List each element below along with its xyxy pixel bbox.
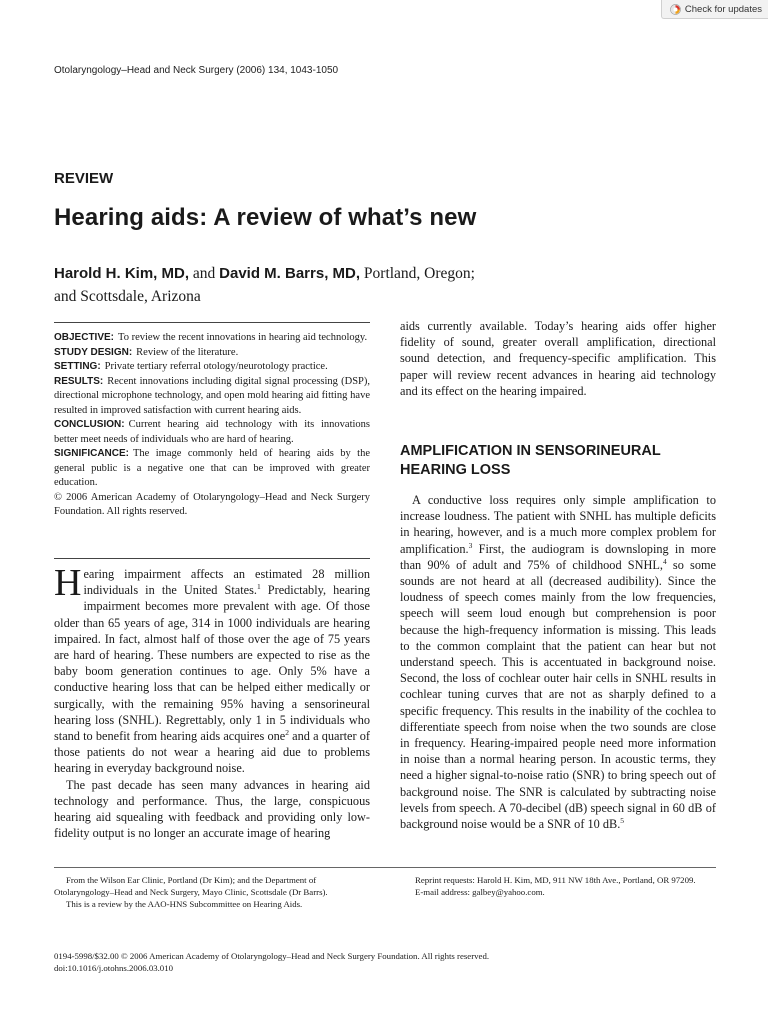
author-conjunction: and [189, 265, 220, 282]
body-text: and a quarter of those patients do not wear a hearing aid due to problems hearing in everyday background noise. [54, 729, 370, 776]
check-for-updates-icon [670, 4, 681, 15]
footer-doi[interactable]: doi:10.1016/j.otohns.2006.03.010 [54, 963, 174, 973]
abstract-label: CONCLUSION: [54, 419, 125, 430]
abstract-objective [54, 331, 370, 346]
abstract-bottom-rule [54, 558, 370, 559]
abstract-label: SETTING: [54, 361, 101, 372]
abstract-text: Recent innovations including digital signal processing (DSP), directional microphone technology, and open mold hearing aid fitting have resulted in improved satisfaction with current hearing aids. [54, 375, 370, 416]
check-for-updates-button[interactable] [661, 0, 768, 19]
footnote-email[interactable]: E-mail address: galbey@yahoo.com. [415, 887, 545, 897]
reference-link[interactable]: 3 [468, 540, 473, 550]
author-line [54, 262, 714, 308]
abstract-label: SIGNIFICANCE: [54, 448, 129, 459]
body-paragraph [400, 492, 716, 832]
section-heading: AMPLIFICATION IN SENSORINEURAL HEARING LOSS [400, 443, 661, 478]
footnotes-left [54, 874, 370, 910]
abstract [54, 331, 370, 520]
body-text: so some sounds are not heard at all (decreased audibility). Since the loudness of speech comes mainly from the low frequencies, speech will seem loud enough but comprehension is poor because the high-frequency information is missing. This leads to the common complaint that the patient can hear but not understand speech. This is accentuated in background noise. Second, the loss of cochlear outer hair cells in SNHL results in cochlear tuning curves that are not as sharply defined to a specific frequency. This results in the inability of the cochlea to differentiate speech from noise when the two sounds are close in frequency. Hearing-impaired people need more information in noise than a normal hearing person. In acoustic terms, they need a higher signal-to-noise ratio (SNR) to bring speech out of background noise. The SNR is calculated by subtracting noise levels from speech. A 70-decibel (dB) speech signal in 60 dB of background noise would be a SNR of 10 dB. [400, 557, 716, 832]
reference-link[interactable]: 2 [285, 727, 289, 737]
journal-citation: Otolaryngology–Head and Neck Surgery (2006) 134, 1043-1050 [54, 65, 339, 76]
abstract-label: OBJECTIVE: [54, 332, 115, 343]
abstract-text: Current hearing aid technology with its innovations better meet needs of individuals who are hard of hearing. [54, 419, 370, 445]
body-text: Predictably, hearing impairment becomes more prevalent with age. Of those older than 65 years of age, 314 in 1000 individuals are hearing impaired. In fact, almost half of those over the age of 75 years are hard of hearing. These numbers are expected to rise as the baby boom generation continues to age. Only 5% have a conductive hearing loss that can be helped either medically or surgically, with the remaining 95% having a sensorineural hearing loss (SNHL). Regrettably, only 1 in 5 individuals who stand to benefit from hearing aids acquires one [54, 583, 370, 744]
abstract-study-design [54, 346, 370, 361]
body-text: A conductive loss requires only simple amplification to increase loudness. The patient with SNHL has multiple deficits in hearing, however, and is a much more complex problem for amplification. [400, 493, 716, 556]
footnote: From the Wilson Ear Clinic, Portland (Dr Kim); and the Department of Otolaryngology–Head and Neck Surgery, Mayo Clinic, Scottsdale (Dr Barrs). [54, 875, 328, 897]
abstract-setting [54, 360, 370, 375]
reference-link[interactable]: 1 [256, 582, 261, 592]
section-label: REVIEW [54, 170, 114, 187]
reference-link[interactable]: 4 [662, 556, 667, 566]
author-name: Harold H. Kim, MD, [54, 265, 190, 282]
body-column-left [54, 562, 370, 841]
article-title: Hearing aids: A review of what’s new [54, 204, 477, 231]
abstract-results [54, 375, 370, 419]
abstract-top-rule [54, 322, 370, 323]
footnotes-right [400, 874, 716, 898]
author-name: David M. Barrs, MD, [219, 265, 361, 282]
abstract-text: The image commonly held of hearing aids by the general public is a negative one that can be improved with greater education. [54, 448, 370, 488]
body-paragraph: The past decade has seen many advances in hearing aid technology and performance. Thus, the large, conspicuous hearing aid squealing with feedback and providing only low-fidelity output is no longer an accurate image of hearing [54, 777, 370, 841]
author-location: and Scottsdale, Arizona [54, 288, 201, 305]
body-paragraph [54, 562, 370, 777]
abstract-label: RESULTS: [54, 375, 104, 387]
footer-copyright: 0194-5998/$32.00 © 2006 American Academy of Otolaryngology–Head and Neck Surgery Foundation. All rights reserved. [54, 951, 490, 961]
abstract-text: Review of the literature. [136, 346, 239, 358]
drop-cap: H [54, 562, 82, 604]
author-location: Portland, Oregon; [360, 265, 475, 282]
page-footer [54, 950, 716, 974]
abstract-text: To review the recent innovations in hearing aid technology. [118, 332, 368, 343]
abstract-significance [54, 447, 370, 491]
abstract-text: Private tertiary referral otology/neurotology practice. [104, 361, 328, 372]
check-for-updates-label: Check for updates [684, 3, 762, 15]
body-text: earing impairment affects an estimated 28 million individuals in the United States. [83, 567, 370, 598]
footnote-reprint: Reprint requests: Harold H. Kim, MD, 911 NW 18th Ave., Portland, OR 97209. [415, 875, 696, 885]
abstract-copyright: © 2006 American Academy of Otolaryngology–Head and Neck Surgery Foundation. All rights reserved. [54, 491, 370, 517]
body-column-right [400, 492, 716, 832]
body-column-right-intro [400, 318, 716, 399]
abstract-label: STUDY DESIGN: [54, 346, 133, 358]
body-paragraph: aids currently available. Today’s hearing aids offer higher fidelity of sound, greater overall amplification, directional sound detection, and frequency-specific amplification. This paper will review recent advances in hearing aid technology and its effect on the hearing impaired. [400, 319, 716, 398]
body-text: First, the audiogram is downsloping in more than 90% of adult and 75% of childhood SNHL, [400, 541, 716, 572]
footnote: This is a review by the AAO-HNS Subcommittee on Hearing Aids. [66, 899, 303, 909]
footnote-rule [54, 867, 716, 868]
reference-link[interactable]: 5 [620, 815, 625, 825]
abstract-conclusion [54, 418, 370, 447]
